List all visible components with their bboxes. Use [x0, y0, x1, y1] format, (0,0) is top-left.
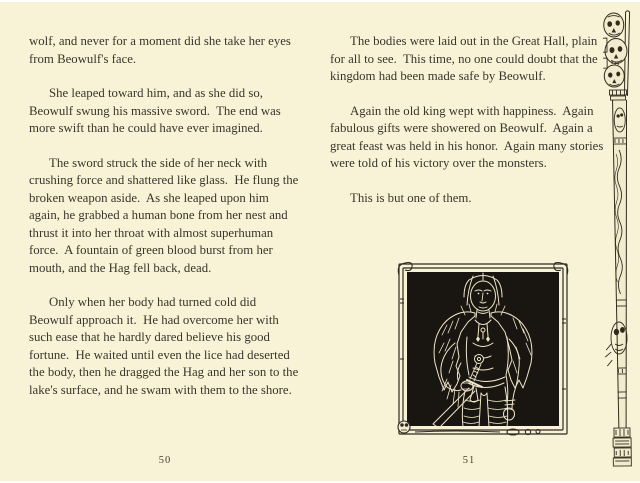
- page-number-left: 50: [158, 455, 172, 466]
- book-page-spread: [0, 2, 640, 481]
- paragraph: The sword struck the side of her neck with crushing force and shattered like glass. He flung the broken weapon aside. As she leaped upon him again, he grabbed a human bone from her nest and thrust it into her throat with almost superhuman force. A fountain of green blood burst from her mouth, and the Hag fell back, dead.: [29, 155, 302, 275]
- carved-staff-decoration: [600, 8, 639, 474]
- paragraph: Only when her body had turned cold did Beowulf approach it. He had overcome her with such ease that he hardly dared believe his good fortune. He waited until even the lice had deserted the body, then he dragged the Hag and her son to the lake's surface, and he swam with them to the shore.: [29, 295, 302, 397]
- paragraph: She leaped toward him, and as she did so, Beowulf swung his massive sword. The end was more swift than he could have ever imagined.: [29, 86, 284, 135]
- page-number-right: 51: [462, 455, 476, 466]
- paragraph: The bodies were laid out in the Great Hall, plain for all to see. This time, no one could doubt that the kingdom had been made safe by Beowulf.: [330, 34, 601, 83]
- paragraph: wolf, and never for a moment did she take her eyes from Beowulf's face.: [29, 34, 295, 66]
- paragraph: Again the old king wept with happiness. Again fabulous gifts were showered on Beowulf. Again a great feast was held in his honor. Again many stories were told of his victory over the monsters.: [330, 103, 607, 170]
- left-page-text-column: [29, 33, 301, 416]
- right-page-text-column: [330, 33, 608, 224]
- beowulf-illustration: [395, 259, 571, 440]
- paragraph: This is but one of them.: [350, 190, 472, 205]
